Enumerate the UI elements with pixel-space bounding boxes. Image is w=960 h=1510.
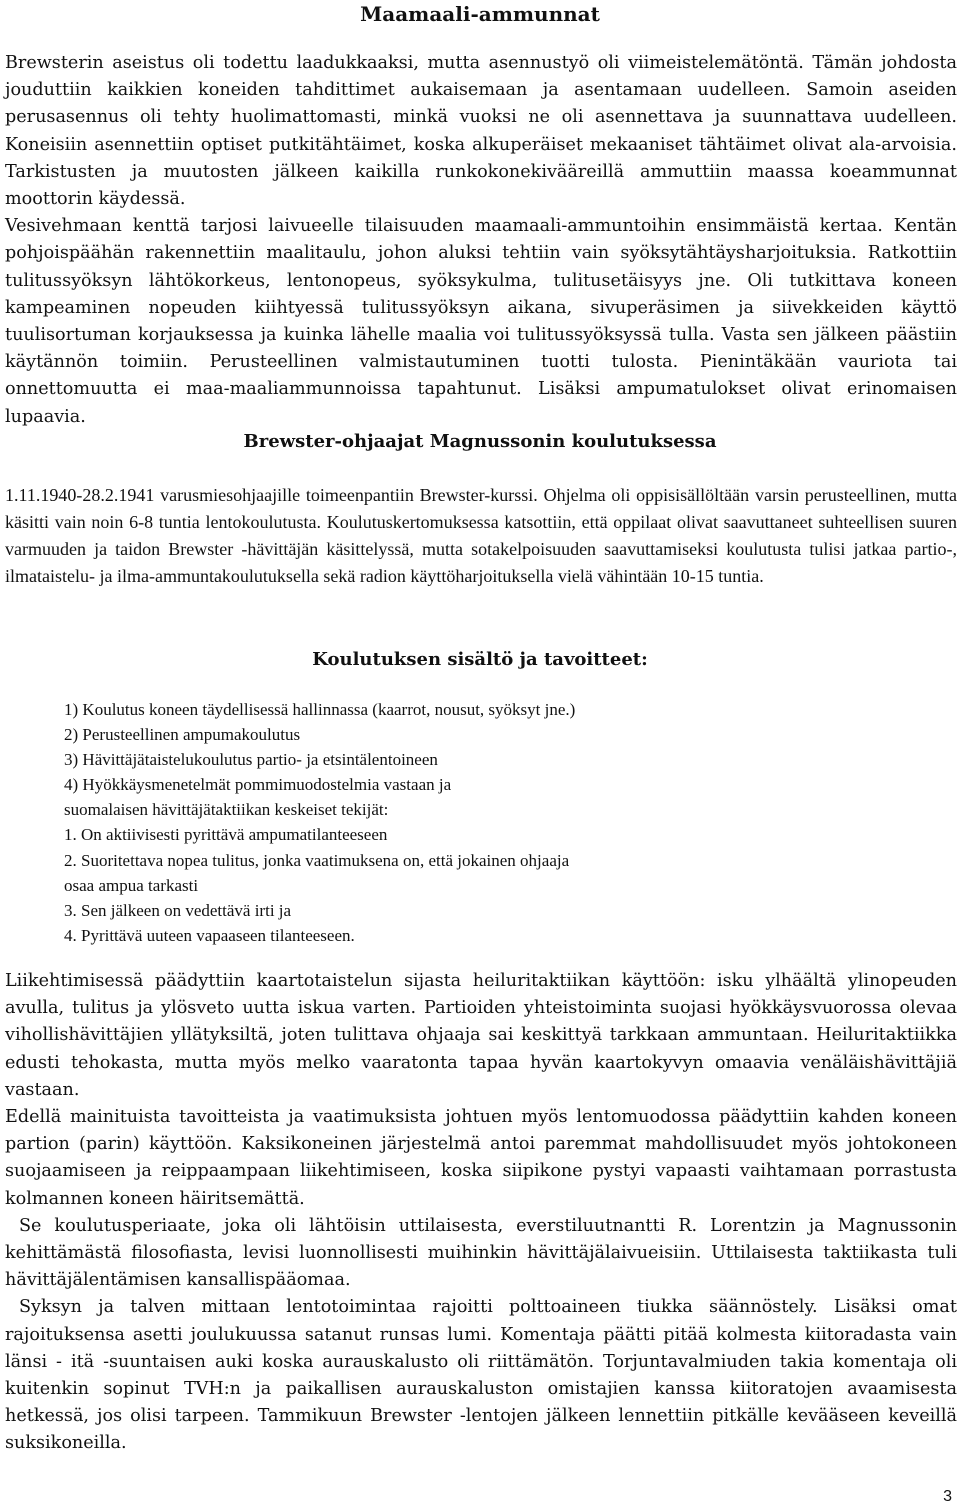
- paragraph: Edellä mainituista tavoitteista ja vaatimuksista johtuen myös lentomuodossa päädyttiin kahden koneen partion (parin) käyttöön. Kaksikoneinen järjestelmä antoi paremmat mahdollisuudet myös johtokoneen suojaamiseen ja reippaampaan liikehtimiseen, koska siipikone pystyi vapaasti vaihtamaan porrastusta kolmannen koneen häiritsemättä.: [5, 1107, 957, 1209]
- list-item: 2) Perusteellinen ampumakoulutus: [64, 725, 301, 745]
- list-item: 1) Koulutus koneen täydellisessä hallinnassa (kaarrot, nousut, syöksyt jne.): [64, 700, 576, 719]
- list-item: 3) Hävittäjätaistelukoulutus partio- ja etsintälentoineen: [64, 750, 438, 770]
- section-heading-goals: Koulutuksen sisältö ja tavoitteet:: [312, 649, 648, 670]
- goals-list: [64, 697, 764, 948]
- page-title: Maamaali-ammunnat: [360, 2, 600, 26]
- list-item: suomalaisen hävittäjätaktiikan keskeiset tekijät:: [64, 800, 389, 820]
- list-item: 4. Pyrittävä uuteen vapaaseen tilanteeseen.: [64, 925, 355, 945]
- paragraph-block-3: [5, 968, 957, 1458]
- paragraph: Se koulutusperiaate, joka oli lähtöisin uttilaisesta, everstiluutnantti R. Lorentzin ja Magnussonin kehittämästä filosofiasta, levisi luonnollisesti muihinkin hävittäjälaivueisiin. Uttilaisesta taktiikasta tuli hävittäjälentämisen kansallispääomaa.: [5, 1215, 957, 1291]
- list-item: 1. On aktiivisesti pyrittävä ampumatilanteeseen: [64, 825, 388, 845]
- paragraph: Vesivehmaan kenttä tarjosi laivueelle tilaisuuden maamaali-ammuntoihin ensimmäistä kertaa. Kentän pohjoispäähän rakennettiin maalitaulu, johon aluksi tehtiin vain syöksytähtäysharjoituksia. Ratkottiin tulitussyöksyn lähtökorkeus, lentonopeus, syöksykulma, tulitusetäisyys jne. Oli tutkittava koneen kampeaminen nopeuden kiihtyessä tulitussyöksyn aikana, sivuperäsimen ja siivekkeiden käyttö tuulisortuman korjauksessa ja kuinka lähelle maalia voi tulitussyöksyssä tulla. Vasta sen jälkeen päästiin käytännön toimiin. Perusteellinen valmistautuminen tuotti tulosta. Pienintäkään vauriota tai onnettomuutta ei maa-maaliammunnoissa tapahtunut. Lisäksi ampumatulokset olivat erinomaisen lupaavia.: [5, 216, 957, 427]
- list-item: 2. Suoritettava nopea tulitus, jonka vaatimuksena on, että jokainen ohjaaja: [64, 850, 570, 870]
- paragraph: Brewsterin aseistus oli todettu laadukkaaksi, mutta asennustyö oli viimeistelemätöntä. Tämän johdosta jouduttiin kaikkien koneiden tahdittimet aukaisemaan ja asentamaan uudelleen. Samoin aseiden perusasennus oli tehty huolimattomasti, minkä vuoksi ne oli asennettava ja suunnattava uudelleen. Koneisiin asennettiin optiset putkitähtäimet, koska alkuperäiset mekaaniset tähtäimet olivat ala-arvoisia. Tarkistusten ja muutosten jälkeen kaikilla runkokonekivääreillä ammuttiin maassa koeammunnat moottorin käydessä.: [5, 53, 957, 210]
- list-item: 3. Sen jälkeen on vedettävä irti ja: [64, 900, 292, 920]
- paragraph: Syksyn ja talven mittaan lentotoimintaa rajoitti polttoaineen tiukka säännöstely. Lisäksi omat rajoituksensa asetti joulukuussa satanut runsas lumi. Komentaja päätti pitää kolmesta kiitoradasta vain länsi - itä -suuntaisen auki koska aurauskalusto oli riittämätön. Torjuntavalmiuden takia komentaja oli kuitenkin sopinut TVH:n ja paikallisen aurauskaluston omistajien kanssa kiitoratojen avaamisesta hetkessä, jos olisi tarpeen. Tammikuun Brewster -lentojen jälkeen lennettiin pitkälle kevääseen keveillä suksikoneilla.: [5, 1297, 957, 1454]
- list-item: 4) Hyökkäysmenetelmät pommimuodostelmia vastaan ja: [64, 775, 452, 795]
- page-number: 3: [943, 1488, 952, 1505]
- paragraph: 1.11.1940-28.2.1941 varusmiesohjaajille toimeenpantiin Brewster-kurssi. Ohjelma oli oppisisällöltään varsin perusteellinen, mutta käsitti vain noin 6-8 tuntia lentokoulutusta. Koulutuskertomuksessa katsottiin, että oppilaat olivat saavuttaneet suhteellisen suuren varmuuden ja taidon Brewster -hävittäjän käsittelyssä, mutta sotakelpoisuuden saavuttamiseksi koulutusta tulisi jatkaa partio-, ilmataistelu- ja ilma-ammuntakoulutuksella sekä radion käyttöharjoituksella vielä vähintään 10-15 tuntia.: [5, 485, 957, 586]
- paragraph-block-2: [5, 482, 957, 590]
- section-heading-training: Brewster-ohjaajat Magnussonin koulutuksessa: [243, 431, 717, 452]
- paragraph: Liikehtimisessä päädyttiin kaartotaistelun sijasta heiluritaktiikan käyttöön: isku ylhäältä ylinopeuden avulla, tulitus ja ylösveto uutta iskua varten. Partioiden yhteistoiminta suojasi hyökkäysvuorossa olevaa vihollishävittäjien yllätyksiltä, joten tulittava ohjaaja sai keskittyä tarkkaan ammuntaan. Heiluritaktiikka edusti tehokasta, mutta myös melko vaaratonta tapaa hyvän kaartokyvyn omaavia venäläishävittäjiä vastaan.: [5, 971, 957, 1100]
- paragraph-block-1: [5, 50, 957, 431]
- list-item: osaa ampua tarkasti: [64, 875, 199, 895]
